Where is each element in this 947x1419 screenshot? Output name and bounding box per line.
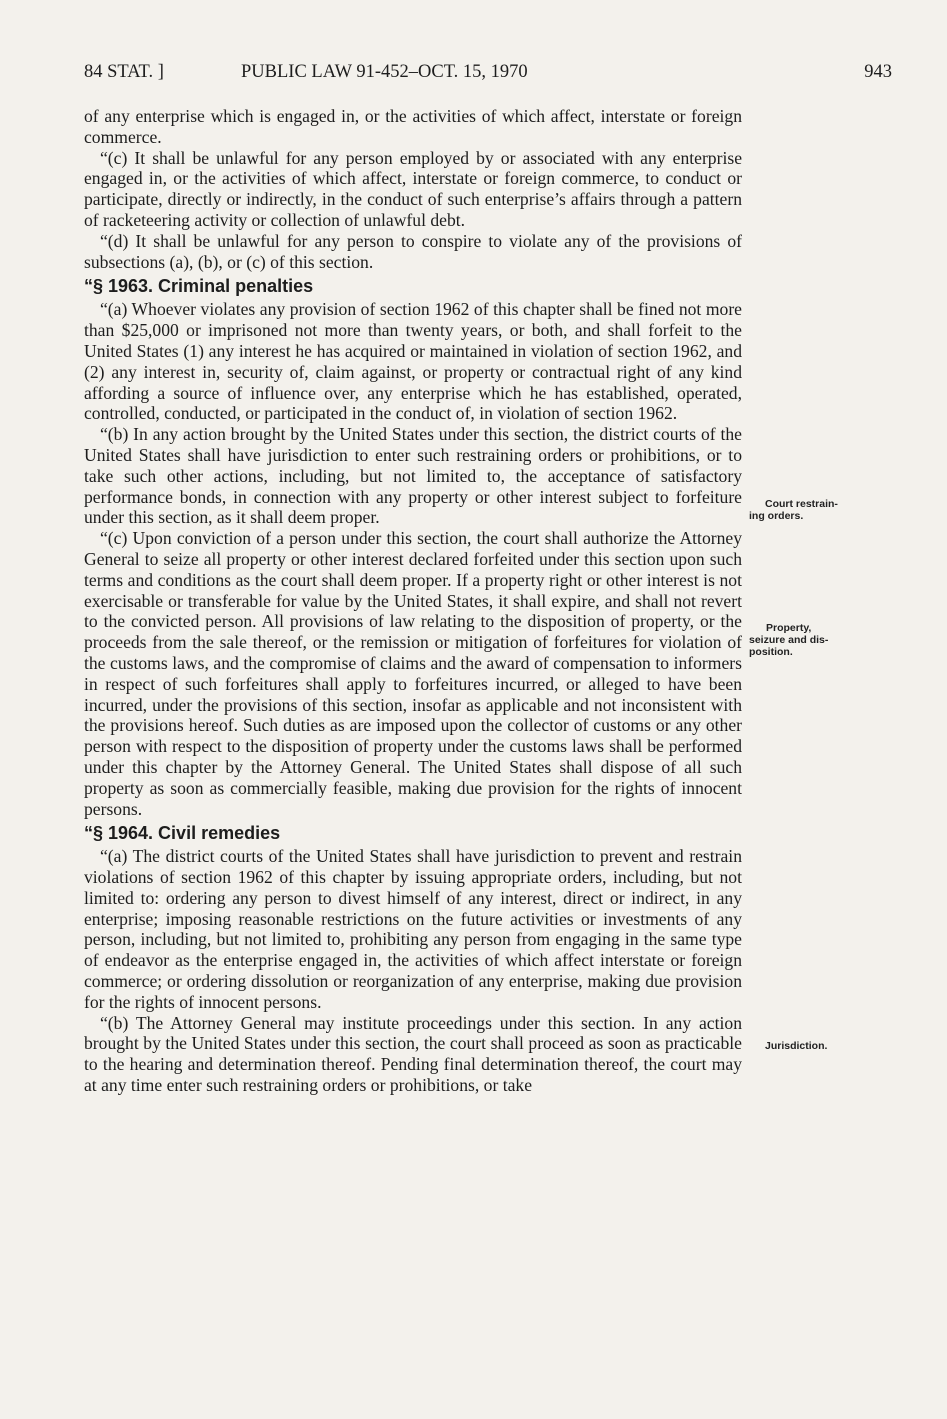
paragraph-1964-b: “(b) The Attorney General may institute proceedings under this section. In any action brought by the United States under this section, the court shall proceed as soon as practicable to the hearing and determination thereof. Pending final determination thereof, the court may at any time enter such restraining orders or prohibitions, or take [84, 1012, 742, 1096]
margin-note-property-seizure [749, 622, 879, 658]
paragraph-1963-b: “(b) In any action brought by the United States under this section, the district courts of the United States shall have jurisdiction to enter such restraining orders or prohibitions, or to take such other actions, including, but not limited to, the acceptance of satisfactory performance bonds, in connection with any property or other interest subject to forfeiture under this section, as it shall deem proper. [84, 424, 742, 528]
statute-volume: 84 STAT. ] [84, 62, 164, 82]
page-header [84, 62, 892, 86]
margin-note-line: Property, [766, 622, 812, 634]
margin-note-jurisdiction: Jurisdiction. [765, 1040, 828, 1052]
paragraph-1964-a: “(a) The district courts of the United States shall have jurisdiction to prevent and restrain violations of section 1962 of this chapter by issuing appropriate orders, including, but not limited to: ordering any person to divest himself of any interest, direct or indirect, in any enterprise; imposing reasonable restrictions on the future activities or investments of any person, including, but not limited to, prohibiting any person from engaging in the same type of endeavor as the enterprise engaged in, the activities of which affect interstate or foreign commerce; or ordering dissolution or reorganization of any enterprise, making due provision for the rights of innocent persons. [84, 846, 742, 1012]
margin-note-line: seizure and dis- [749, 634, 829, 646]
margin-note-line: Court restrain- [765, 498, 838, 510]
public-law-title: PUBLIC LAW 91-452–OCT. 15, 1970 [241, 62, 528, 82]
statute-body [84, 106, 742, 1096]
margin-note-line: ing orders. [749, 510, 804, 522]
paragraph-continuation: of any enterprise which is engaged in, or the activities of which affect, interstate or foreign commerce. [84, 106, 742, 147]
page-number: 943 [864, 62, 892, 82]
margin-note-line: position. [749, 646, 793, 658]
paragraph-1962-c: “(c) It shall be unlawful for any person employed by or associated with any enterprise engaged in, or the activities of which affect, interstate or foreign commerce, to conduct or participate, directly or indirectly, in the conduct of such enterprise’s affairs through a pattern of racketeering activity or collection of unlawful debt. [84, 147, 742, 230]
section-heading-1964: “§ 1964. Civil remedies [84, 823, 281, 844]
margin-note-court-restraining-orders [749, 498, 879, 522]
paragraph-1962-d: “(d) It shall be unlawful for any person to conspire to violate any of the provisions of subsections (a), (b), or (c) of this section. [84, 230, 742, 272]
paragraph-1963-c: “(c) Upon conviction of a person under this section, the court shall authorize the Attorney General to seize all property or other interest declared forfeited under this section upon such terms and conditions as the court shall deem proper. If a property right or other interest is not exercisable or transferable for value by the United States, it shall expire, and shall not revert to the convicted person. All provisions of law relating to the disposition of property, or the proceeds from the sale thereof, or the remission or mitigation of forfeitures for violation of the customs laws, and the compromise of claims and the award of compensation to informers in respect of such forfeitures shall apply to forfeitures incurred, or alleged to have been incurred, under the provisions of this section, insofar as applicable and not inconsistent with the provisions hereof. Such duties as are imposed upon the collector of customs or any other person with respect to the disposition of property under the customs laws shall be performed under this chapter by the Attorney General. The United States shall dispose of all such property as soon as commercially feasible, making due provision for the rights of innocent persons. [84, 528, 742, 819]
paragraph-1963-a: “(a) Whoever violates any provision of section 1962 of this chapter shall be fined not more than $25,000 or imprisoned not more than twenty years, or both, and shall forfeit to the United States (1) any interest he has acquired or maintained in violation of section 1962, and (2) any interest in, security of, claim against, or property or contractual right of any kind affording a source of influence over, any enterprise which he has established, operated, controlled, conducted, or participated in the conduct of, in violation of section 1962. [84, 299, 742, 424]
section-heading-1963: “§ 1963. Criminal penalties [84, 276, 314, 297]
